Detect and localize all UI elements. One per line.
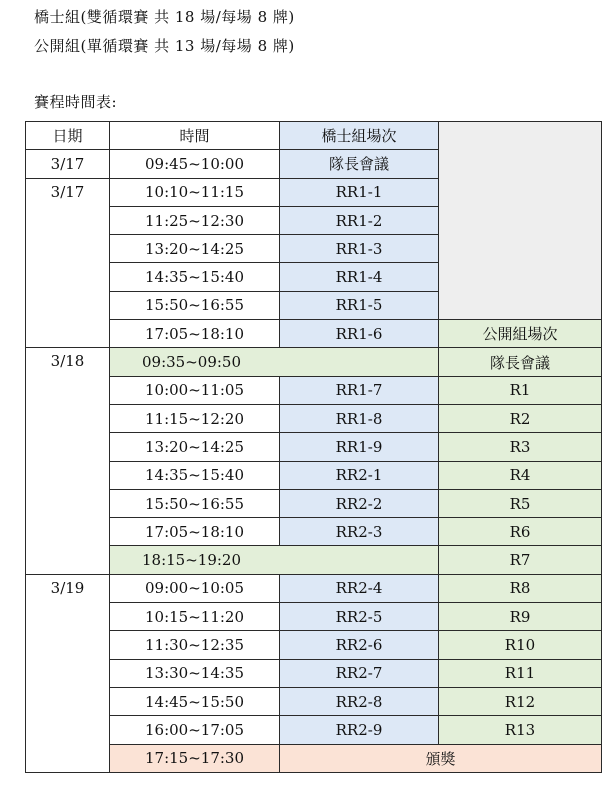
time-cell: 14:35~15:40: [110, 461, 280, 489]
bridge-cell: RR2-5: [280, 603, 439, 631]
open-cell: R4: [439, 461, 602, 489]
table-row: [26, 320, 602, 348]
header-date: 日期: [26, 122, 110, 150]
bridge-cell: RR2-7: [280, 659, 439, 687]
table-row: [26, 744, 602, 772]
time-cell: 14:45~15:50: [110, 687, 280, 715]
time-cell: 10:10~11:15: [110, 178, 280, 206]
time-cell: 13:20~14:25: [110, 433, 280, 461]
time-cell: 17:05~18:10: [110, 320, 280, 348]
table-row: [26, 433, 602, 461]
bridge-cell: 隊長會議: [280, 150, 439, 178]
open-cell: R10: [439, 631, 602, 659]
date-cell: 3/19: [26, 574, 110, 772]
award-ceremony-cell: 頒獎: [280, 744, 602, 772]
table-row: [26, 489, 602, 517]
table-row: [26, 574, 602, 602]
table-row: [26, 461, 602, 489]
header-bridge-division: 橋士組場次: [280, 122, 439, 150]
time-cell: 17:05~18:10: [110, 518, 280, 546]
time-cell: 17:15~17:30: [110, 744, 280, 772]
bridge-cell: RR1-8: [280, 404, 439, 432]
open-cell: R7: [439, 546, 602, 574]
open-cell: R3: [439, 433, 602, 461]
schedule-caption: 賽程時間表:: [34, 93, 118, 111]
time-cell: 13:30~14:35: [110, 659, 280, 687]
bridge-cell: RR2-4: [280, 574, 439, 602]
bridge-cell: RR1-9: [280, 433, 439, 461]
bridge-cell: RR2-9: [280, 716, 439, 744]
bridge-cell: RR1-7: [280, 376, 439, 404]
time-cell: 10:00~11:05: [110, 376, 280, 404]
bridge-cell: RR2-6: [280, 631, 439, 659]
table-row: [26, 603, 602, 631]
open-cell: R9: [439, 603, 602, 631]
bridge-cell: RR1-1: [280, 178, 439, 206]
table-row: [26, 376, 602, 404]
intro-open-division: 公開組(單循環賽 共 13 場/每場 8 牌): [34, 37, 295, 55]
table-row: [26, 518, 602, 546]
bridge-cell: RR2-8: [280, 687, 439, 715]
time-cell: 09:00~10:05: [110, 574, 280, 602]
intro-bridge-division: 橋士組(雙循環賽 共 18 場/每場 8 牌): [34, 8, 295, 26]
schedule-table: [25, 121, 602, 773]
time-cell: 11:30~12:35: [110, 631, 280, 659]
time-cell: 15:50~16:55: [110, 489, 280, 517]
table-row: [26, 716, 602, 744]
time-cell: 09:45~10:00: [110, 150, 280, 178]
date-cell: 3/18: [26, 348, 110, 574]
table-row: [26, 546, 602, 574]
time-cell: 09:35~09:50: [110, 348, 439, 376]
bridge-cell: RR1-5: [280, 291, 439, 319]
open-cell: R1: [439, 376, 602, 404]
bridge-cell: RR2-1: [280, 461, 439, 489]
empty-open-cell: [439, 122, 602, 320]
time-cell: 13:20~14:25: [110, 235, 280, 263]
time-cell: 16:00~17:05: [110, 716, 280, 744]
header-row: [26, 122, 602, 150]
header-open-division: 公開組場次: [439, 320, 602, 348]
time-cell: 11:25~12:30: [110, 206, 280, 234]
open-cell: R5: [439, 489, 602, 517]
header-time: 時間: [110, 122, 280, 150]
time-cell: 18:15~19:20: [110, 546, 439, 574]
table-row: [26, 631, 602, 659]
table-row: [26, 404, 602, 432]
table-row: [26, 659, 602, 687]
bridge-cell: RR1-4: [280, 263, 439, 291]
open-cell: R8: [439, 574, 602, 602]
open-cell: R11: [439, 659, 602, 687]
time-cell: 15:50~16:55: [110, 291, 280, 319]
bridge-cell: RR1-3: [280, 235, 439, 263]
date-cell: 3/17: [26, 178, 110, 348]
time-cell: 14:35~15:40: [110, 263, 280, 291]
open-cell: 隊長會議: [439, 348, 602, 376]
open-cell: R12: [439, 687, 602, 715]
time-cell: 11:15~12:20: [110, 404, 280, 432]
table-row: [26, 348, 602, 376]
open-cell: R13: [439, 716, 602, 744]
date-cell: 3/17: [26, 150, 110, 178]
bridge-cell: RR1-6: [280, 320, 439, 348]
bridge-cell: RR2-2: [280, 489, 439, 517]
open-cell: R2: [439, 404, 602, 432]
open-cell: R6: [439, 518, 602, 546]
bridge-cell: RR1-2: [280, 206, 439, 234]
time-cell: 10:15~11:20: [110, 603, 280, 631]
table-row: [26, 687, 602, 715]
bridge-cell: RR2-3: [280, 518, 439, 546]
